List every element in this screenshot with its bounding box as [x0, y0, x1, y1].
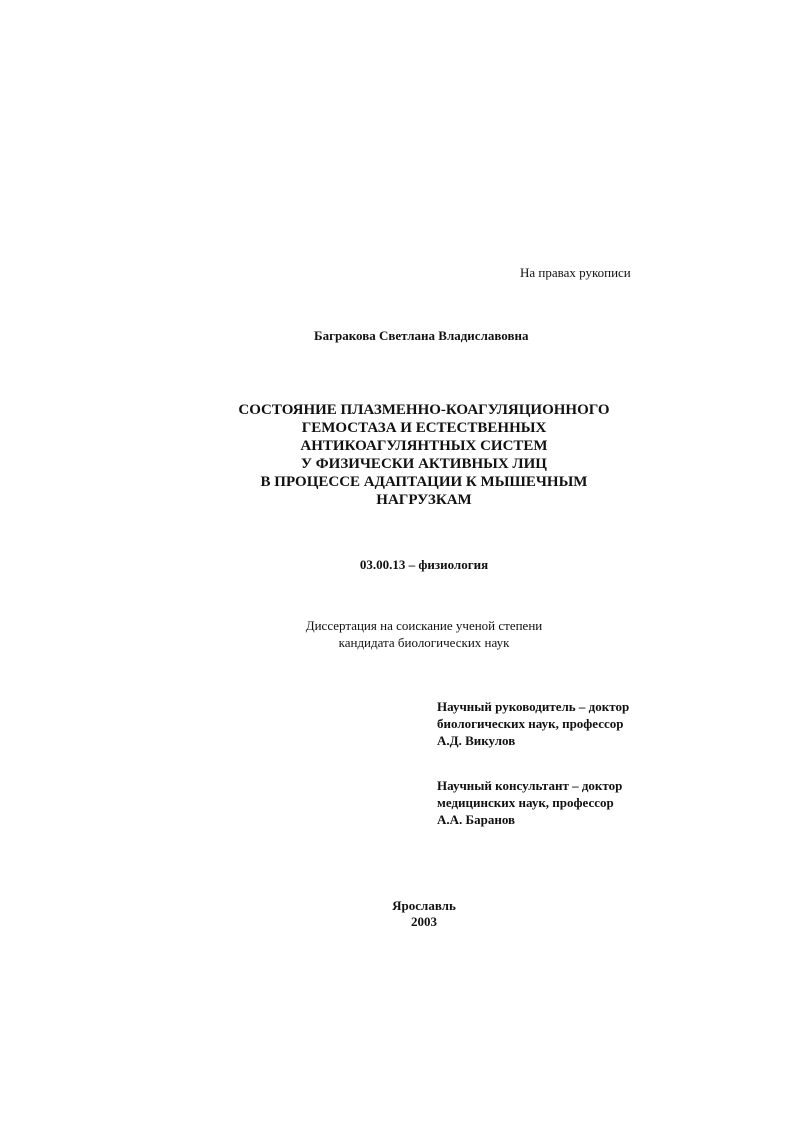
consultant-line: А.А. Баранов [437, 812, 516, 827]
supervisor-line: Научный руководитель – доктор [437, 699, 630, 714]
specialty-code: 03.00.13 – физиология [359, 557, 489, 572]
degree-line: кандидата биологических наук [338, 635, 510, 650]
year: 2003 [411, 914, 437, 929]
author-name: Багракова Светлана Владиславовна [314, 328, 529, 343]
title-line: В ПРОЦЕССЕ АДАПТАЦИИ К МЫШЕЧНЫМ [260, 474, 588, 490]
supervisor-line: биологических наук, профессор [437, 716, 624, 731]
degree-line: Диссертация на соискание ученой степени [305, 618, 543, 633]
supervisor-line: А.Д. Викулов [437, 733, 516, 748]
scientific-supervisor [437, 698, 629, 749]
title-line: СОСТОЯНИЕ ПЛАЗМЕННО-КОАГУЛЯЦИОННОГО [238, 402, 610, 418]
dissertation-title [0, 401, 795, 509]
degree-statement [0, 617, 795, 651]
title-line: У ФИЗИЧЕСКИ АКТИВНЫХ ЛИЦ [301, 456, 547, 472]
city: Ярославль [392, 898, 456, 913]
scientific-consultant [437, 777, 622, 828]
title-line: ГЕМОСТАЗА И ЕСТЕСТВЕННЫХ [301, 420, 547, 436]
title-line: НАГРУЗКАМ [376, 492, 472, 508]
title-line: АНТИКОАГУЛЯНТНЫХ СИСТЕМ [300, 438, 548, 454]
consultant-line: медицинских наук, профессор [437, 795, 614, 810]
manuscript-rights-note: На правах рукописи [520, 265, 631, 280]
consultant-line: Научный консультант – доктор [437, 778, 623, 793]
